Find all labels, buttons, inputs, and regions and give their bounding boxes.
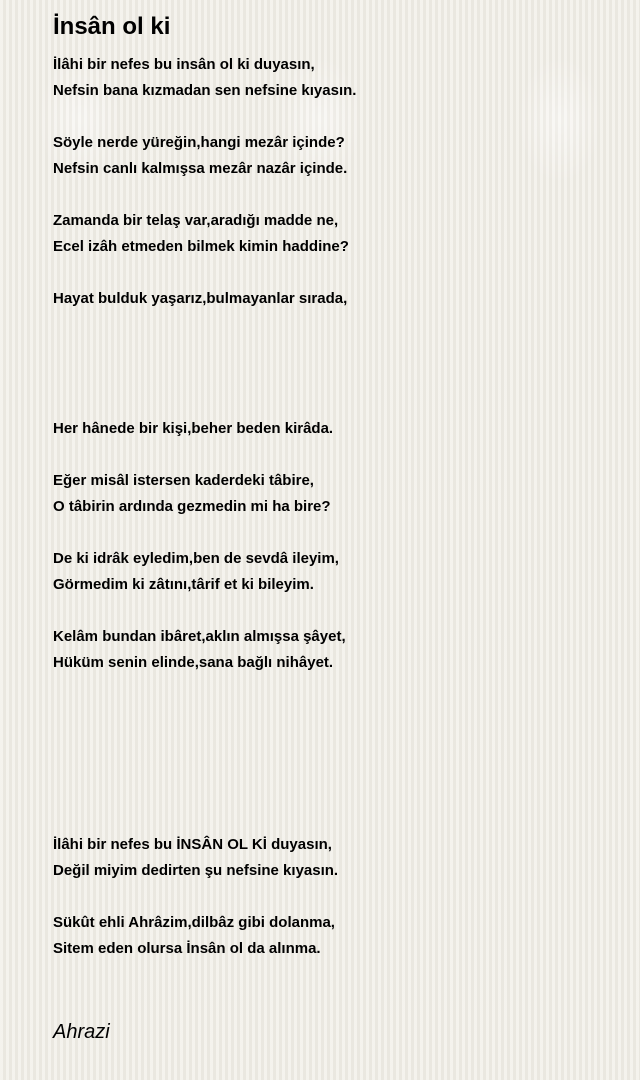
poem-line: İlâhi bir nefes bu İNSÂN OL Kİ duyasın, bbox=[53, 836, 332, 853]
poem-line: İlâhi bir nefes bu insân ol ki duyasın, bbox=[53, 56, 315, 73]
poem-line: Sükût ehli Ahrâzim,dilbâz gibi dolanma, bbox=[53, 914, 335, 931]
stanza-4 bbox=[53, 286, 613, 312]
poem-line: Eğer misâl istersen kaderdeki tâbire, bbox=[53, 472, 314, 489]
poem-line: De ki idrâk eyledim,ben de sevdâ ileyim, bbox=[53, 550, 339, 567]
poem-line: O tâbirin ardında gezmedin mi ha bire? bbox=[53, 498, 331, 515]
stanza-8 bbox=[53, 624, 613, 676]
stanza-3 bbox=[53, 208, 613, 260]
poem-author: Ahrazi bbox=[53, 1021, 110, 1043]
poem-title: İnsân ol ki bbox=[53, 13, 171, 40]
stanza-2 bbox=[53, 130, 613, 182]
stanza-6 bbox=[53, 468, 613, 520]
poem-line: Zamanda bir telaş var,aradığı madde ne, bbox=[53, 212, 339, 229]
poem-line: Hayat bulduk yaşarız,bulmayanlar sırada, bbox=[53, 290, 348, 307]
stanza-7 bbox=[53, 546, 613, 598]
poem-line: Nefsin canlı kalmışsa mezâr nazâr içinde. bbox=[53, 160, 348, 177]
poem-line: Ecel izâh etmeden bilmek kimin haddine? bbox=[53, 238, 349, 255]
poem-line: Değil miyim dedirten şu nefsine kıyasın. bbox=[53, 862, 339, 879]
stanza-1 bbox=[53, 52, 613, 104]
poem-line: Söyle nerde yüreğin,hangi mezâr içinde? bbox=[53, 134, 345, 151]
stanza-5 bbox=[53, 416, 613, 442]
poem-line: Her hânede bir kişi,beher beden kirâda. bbox=[53, 420, 334, 437]
poem-line: Hüküm senin elinde,sana bağlı nihâyet. bbox=[53, 654, 334, 671]
stanza-10 bbox=[53, 910, 613, 962]
poem-line: Nefsin bana kızmadan sen nefsine kıyasın. bbox=[53, 82, 357, 99]
poem-line: Sitem eden olursa İnsân ol da alınma. bbox=[53, 940, 321, 957]
poem-line: Görmedim ki zâtını,târif et ki bileyim. bbox=[53, 576, 314, 593]
stanza-9 bbox=[53, 832, 613, 884]
poem-line: Kelâm bundan ibâret,aklın almışsa şâyet, bbox=[53, 628, 346, 645]
poem-body bbox=[53, 52, 613, 962]
